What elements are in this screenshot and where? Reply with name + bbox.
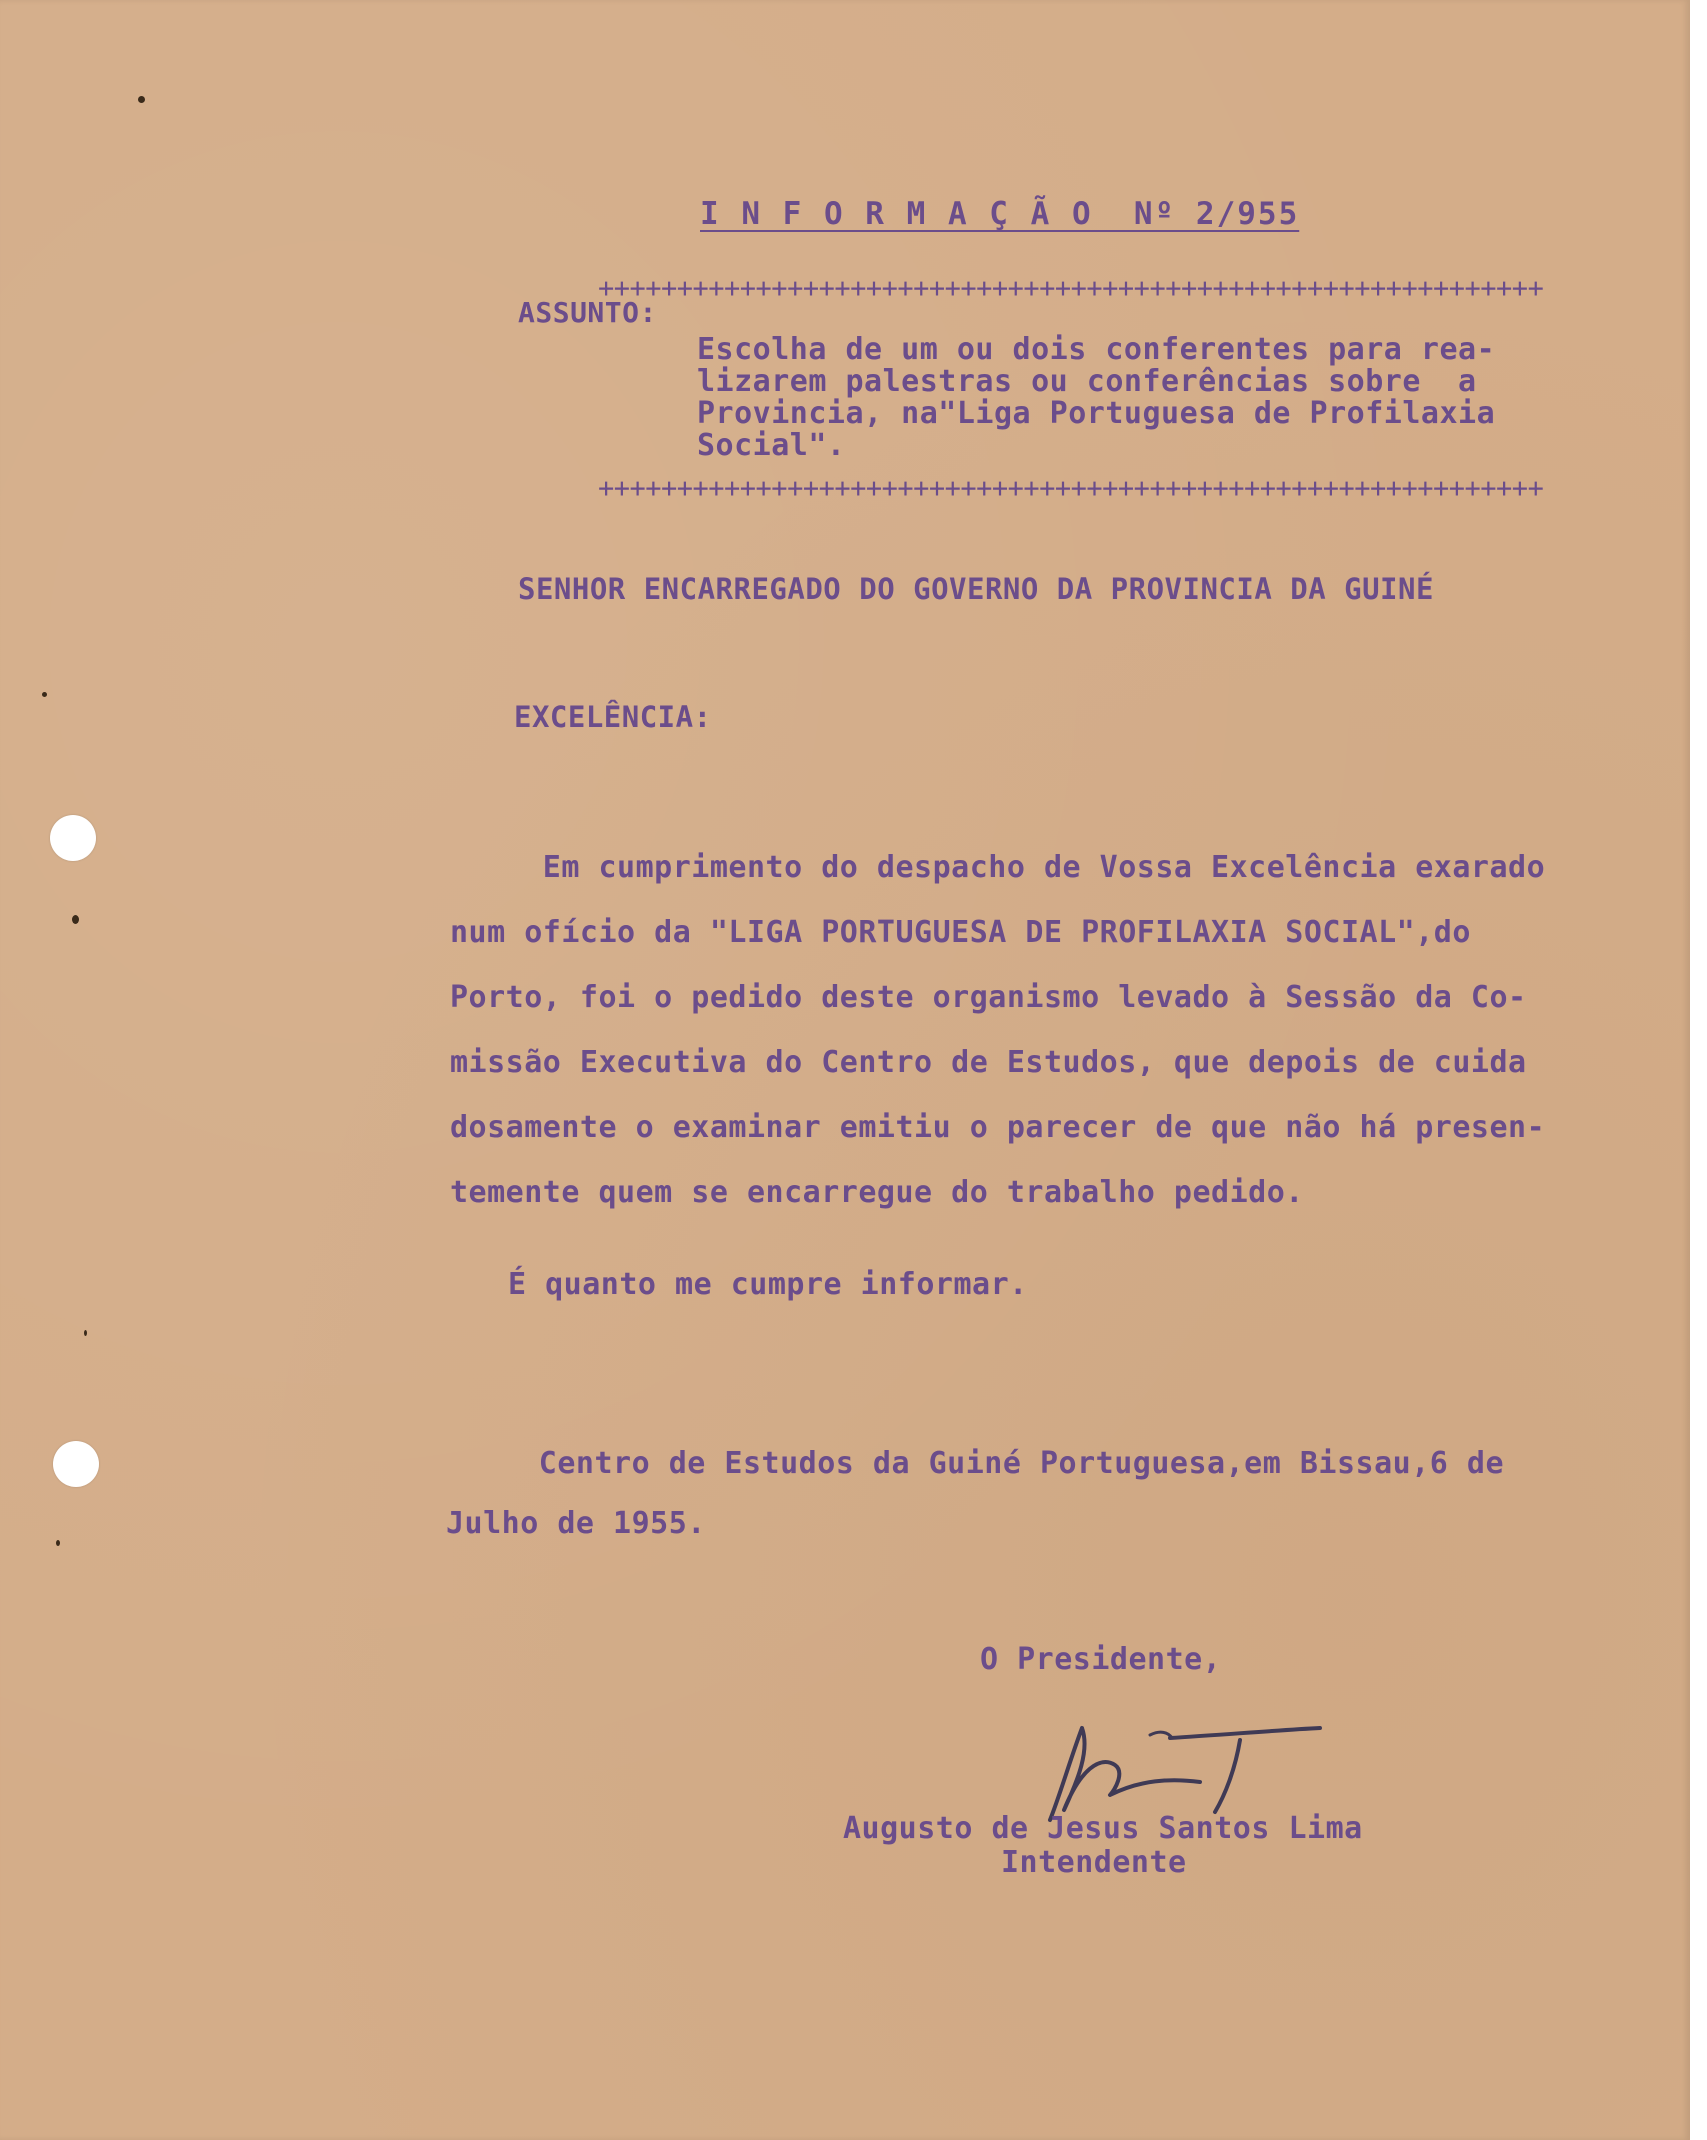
sign-off: O Presidente,: [980, 1642, 1222, 1677]
signer-title: Intendente: [1001, 1845, 1187, 1880]
signer-name: Augusto de Jesus Santos Lima: [843, 1811, 1363, 1846]
closing-sentence: É quanto me cumpre informar.: [508, 1267, 1028, 1302]
separator-line-bottom: ++++++++++++++++++++++++++++++++++++++++++++++++++++++++++++: [598, 473, 1544, 504]
separator-line-top: ++++++++++++++++++++++++++++++++++++++++++++++++++++++++++++: [598, 273, 1544, 304]
ink-speck: [42, 692, 47, 697]
punch-hole: [53, 1441, 99, 1487]
subject-text: Escolha de um ou dois conferentes para rea- lizarem palestras ou conferências sobre a Provincia, na"Liga Portuguesa de Profilaxia Social".: [697, 332, 1496, 463]
punch-hole: [50, 815, 96, 861]
place-and-date: Centro de Estudos da Guiné Portuguesa,em Bissau,6 de Julho de 1955.: [446, 1446, 1505, 1541]
ink-speck: [56, 1540, 60, 1546]
document-title: I N F O R M A Ç Ã O Nº 2/955: [700, 196, 1300, 232]
ink-speck: [72, 915, 79, 924]
salutation: EXCELÊNCIA:: [514, 700, 712, 734]
addressee: SENHOR ENCARREGADO DO GOVERNO DA PROVINCIA DA GUINÉ: [518, 572, 1434, 606]
body-paragraph: Em cumprimento do despacho de Vossa Excelência exarado num ofício da "LIGA PORTUGUESA DE PROFILAXIA SOCIAL",do Porto, foi o pedido deste organismo levado à Sessão da Co- missão Executiva do Centro de Estudos, que depois de cuida dosamente o examinar emitiu o parecer de que não há presen- temente quem se encarregue do trabalho pedido.: [450, 850, 1546, 1210]
ink-speck: [138, 96, 145, 103]
ink-speck: [84, 1330, 87, 1336]
subject-label: ASSUNTO:: [518, 296, 657, 329]
